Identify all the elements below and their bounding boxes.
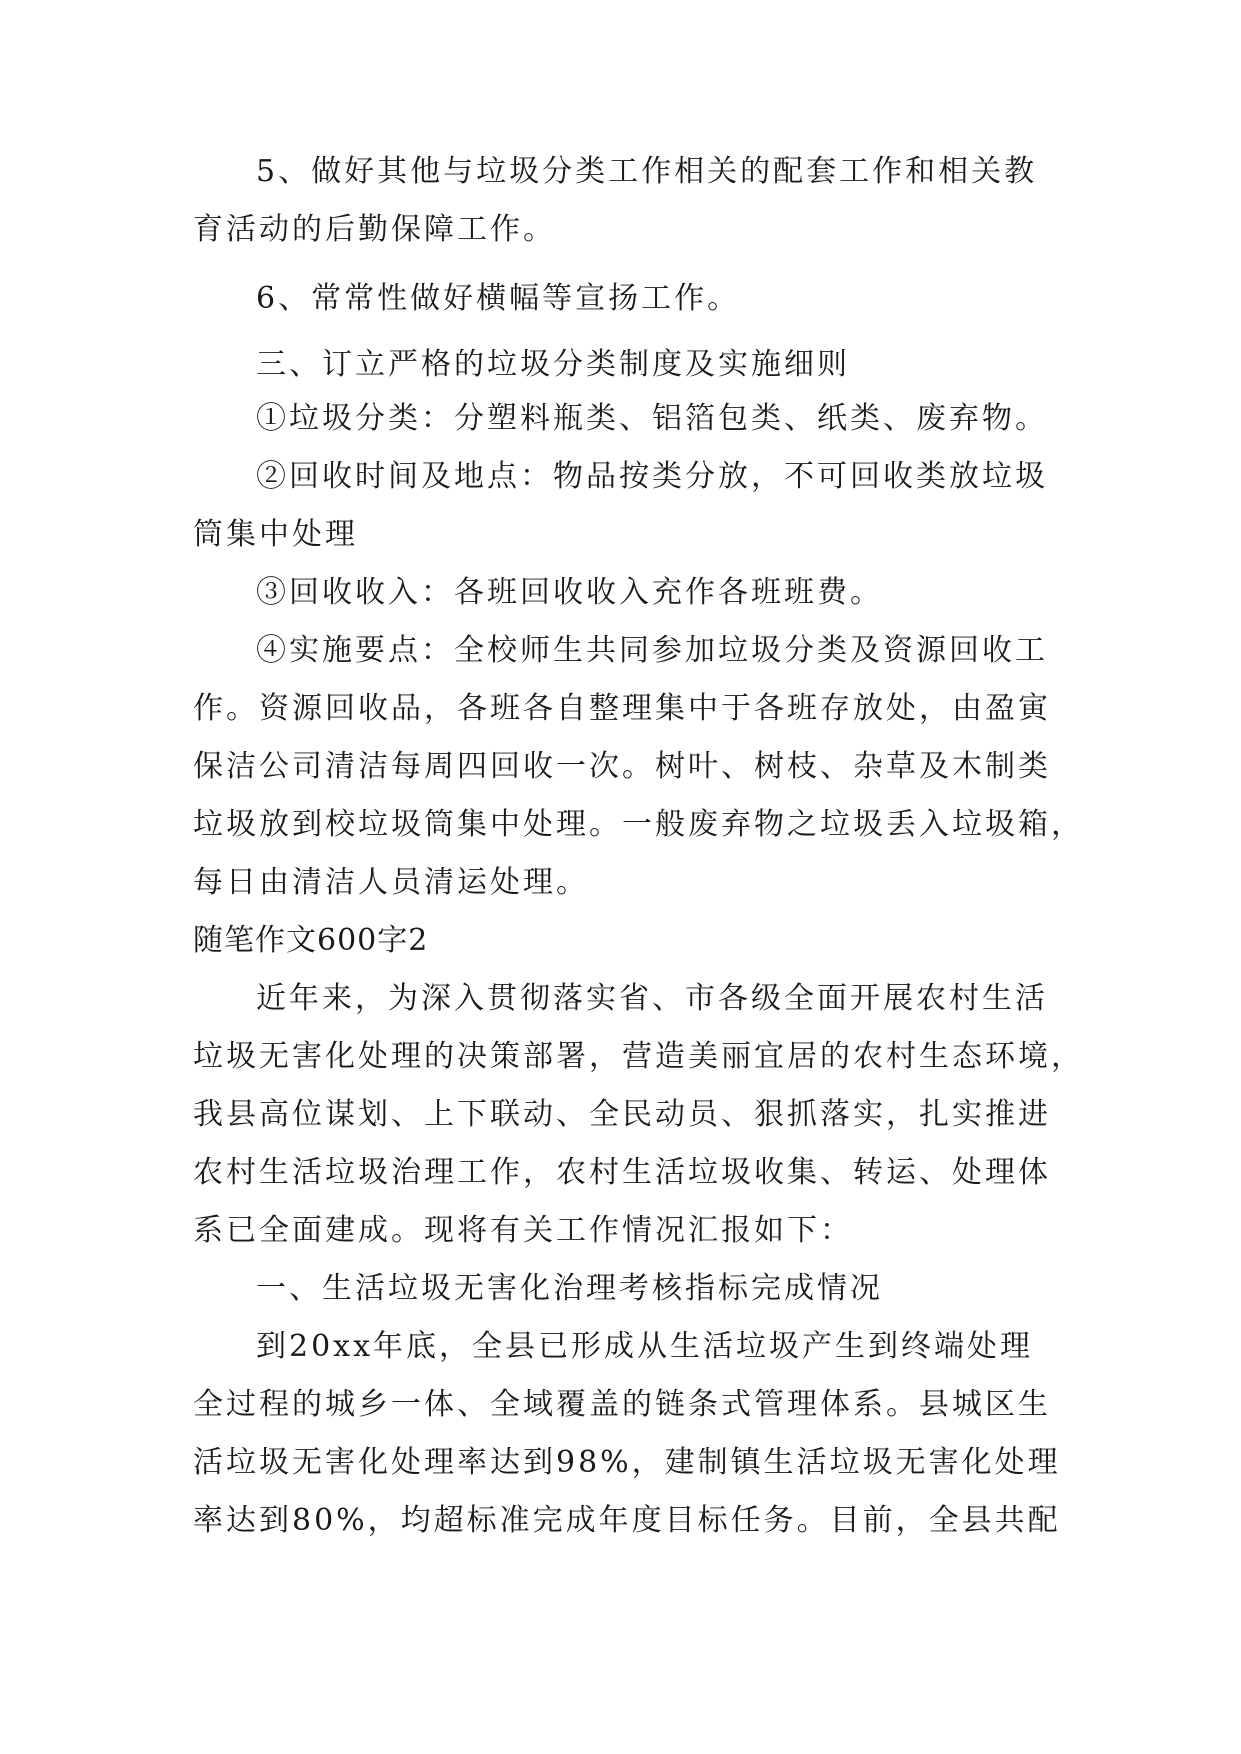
section-heading-1: 一、生活垃圾无害化治理考核指标完成情况 xyxy=(256,1271,883,1306)
essay-paragraph-1-line-2: 垃圾无害化处理的决策部署，营造美丽宜居的农村生态环境， xyxy=(193,1039,1084,1074)
essay-paragraph-1-line-1: 近年来，为深入贯彻落实省、市各级全面开展农村生活 xyxy=(256,981,1048,1016)
essay-paragraph-2-line-2: 全过程的城乡一体、全域覆盖的链条式管理体系。县城区生 xyxy=(193,1387,1051,1422)
rule-item-2: ②回收时间及地点：物品按类分放，不可回收类放垃圾 xyxy=(256,459,1048,494)
essay-paragraph-1-line-3: 我县高位谋划、上下联动、全民动员、狠抓落实，扎实推进 xyxy=(193,1097,1051,1132)
rule-item-4-line-3: 保洁公司清洁每周四回收一次。树叶、树枝、杂草及木制类 xyxy=(193,749,1051,784)
essay-paragraph-2-line-4: 率达到80%，均超标准完成年度目标任务。目前，全县共配 xyxy=(193,1503,1061,1538)
essay-paragraph-2-line-3: 活垃圾无害化处理率达到98%，建制镇生活垃圾无害化处理 xyxy=(193,1445,1061,1480)
section-heading-3: 三、订立严格的垃圾分类制度及实施细则 xyxy=(256,347,850,382)
paragraph-line-1: 5、做好其他与垃圾分类工作相关的配套工作和相关教 xyxy=(256,154,1038,189)
rule-item-4: ④实施要点：全校师生共同参加垃圾分类及资源回收工 xyxy=(256,633,1048,668)
rule-item-4-line-5: 每日由清洁人员清运处理。 xyxy=(193,865,589,900)
paragraph-line-2: 育活动的后勤保障工作。 xyxy=(193,212,556,247)
essay-paragraph-1-line-5: 系已全面建成。现将有关工作情况汇报如下： xyxy=(193,1213,853,1248)
essay-title: 随笔作文600字2 xyxy=(193,923,429,958)
rule-item-3: ③回收收入：各班回收收入充作各班班费。 xyxy=(256,575,883,610)
rule-item-1: ①垃圾分类：分塑料瓶类、铝箔包类、纸类、废弃物。 xyxy=(256,401,1048,436)
essay-paragraph-1-line-4: 农村生活垃圾治理工作，农村生活垃圾收集、转运、处理体 xyxy=(193,1155,1051,1190)
paragraph-line-3: 6、常常性做好横幅等宣扬工作。 xyxy=(256,281,741,316)
rule-item-4-line-2: 作。资源回收品，各班各自整理集中于各班存放处，由盈寅 xyxy=(193,691,1051,726)
rule-item-4-line-4: 垃圾放到校垃圾筒集中处理。一般废弃物之垃圾丢入垃圾箱， xyxy=(193,807,1084,842)
rule-item-2-continued: 筒集中处理 xyxy=(193,517,358,552)
essay-paragraph-2-line-1: 到20xx年底，全县已形成从生活垃圾产生到终端处理 xyxy=(256,1329,1034,1364)
